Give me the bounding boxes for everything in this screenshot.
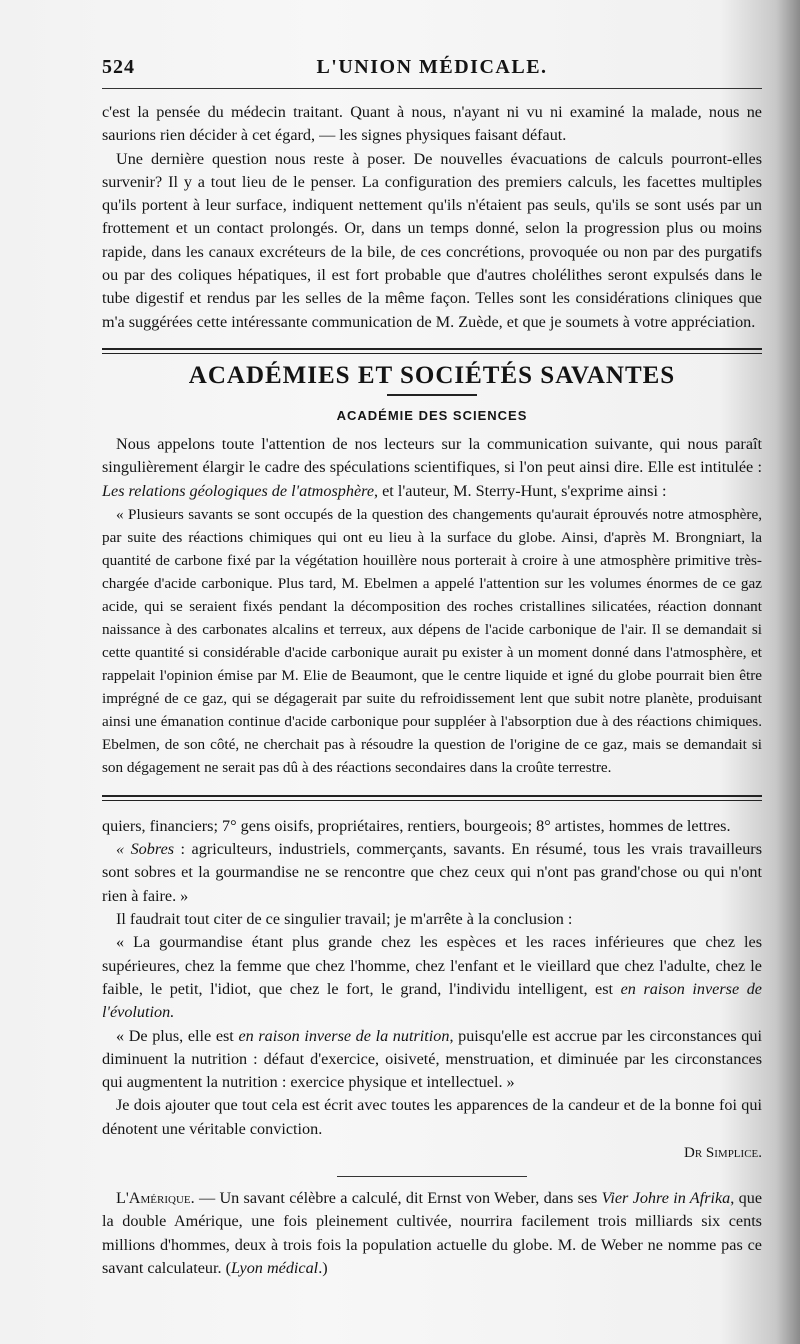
- page-header: [102, 48, 762, 86]
- paragraph-amerique: [102, 1187, 762, 1280]
- intro-text-end: , et l'auteur, M. Sterry-Hunt, s'exprime ainsi :: [374, 481, 667, 500]
- page-content: [102, 48, 762, 1280]
- header-rule: [102, 88, 762, 89]
- section-divider: [102, 348, 762, 354]
- journal-title: L'UNION MÉDICALE.: [316, 55, 548, 78]
- title-underline: [387, 394, 477, 396]
- gourmandise-italic: en raison inverse de l'évolution.: [102, 979, 762, 1022]
- nutrition-text-end: , puisqu'elle est accrue par les circonstances qui diminuent la nutrition : défaut d'exercice, oisiveté, menstruation, et diminuée par les circonstances qui augmentent la nutrition : exercice physique et intellectuel. »: [102, 1026, 762, 1092]
- paragraph-gourmandise: [102, 931, 762, 1024]
- intro-text: Nous appelons toute l'attention de nos lecteurs sur la communication suivante, qui nous paraît singulièrement élargir le cadre des spéculations scientifiques, si l'on peut ainsi dire. Elle est intitulée :: [102, 434, 762, 477]
- signature: Dr Simplice.: [683, 1145, 762, 1162]
- paragraph-nutrition: [102, 1025, 762, 1095]
- nutrition-italic: en raison inverse de la nutrition: [238, 1026, 450, 1045]
- amerique-lead: L'Amérique.: [116, 1189, 195, 1208]
- paragraph-continuation: c'est la pensée du médecin traitant. Quant à nous, n'ayant ni vu ni examiné la malade, nous ne saurions rien décider à cet égard, — les signes physiques faisant défaut.: [102, 103, 762, 145]
- subsection-title: ACADÉMIE DES SCIENCES: [336, 407, 528, 423]
- paragraph-quiers: quiers, financiers; 7° gens oisifs, propriétaires, rentiers, bourgeois; 8° artistes, hommes de lettres.: [102, 816, 731, 835]
- amerique-text: — Un savant célèbre a calculé, dit Ernst von Weber, dans ses: [194, 1189, 602, 1208]
- section-title: ACADÉMIES ET SOCIÉTÉS SAVANTES: [188, 361, 676, 389]
- source-closing: .): [318, 1258, 328, 1277]
- paragraph-conclusion-intro: Il faudrait tout citer de ce singulier travail; je m'arrête à la conclusion :: [116, 910, 573, 929]
- short-divider: [337, 1176, 527, 1177]
- intro-title: Les relations géologiques de l'atmosphère: [102, 481, 375, 500]
- academies-quote: « Plusieurs savants se sont occupés de la question des changements qu'aurait éprouvés notre atmosphère, par suite des réactions chimiques qui ont eu lieu à la surface du globe. Ainsi, d'après M. Brongniart, la quantité de carbone fixé par la végétation houillère nous porterait à croire à une atmosphère primitive très-chargée d'acide carbonique. Plus tard, M. Ebelmen a appelé l'attention sur les volumes énormes de ce gaz acide, qui se seraient fixés pendant la décomposition des roches cristallines silicatées, réaction donnant naissance à des carbonates alcalins et terreux, aux dépens de l'acide carbonique de l'air. Il se demandait si cette quantité si considérable d'acide carbonique aurait pu exister à un moment donné dans l'atmosphère, et rappelait l'opinion émise par M. Elie de Beaumont, que le centre liquide et igné du globe pourrait bien être imprégné de ce gaz, qui se dégagerait par suite du refroidissement lent que subit notre planète, produisant ainsi une émanation continue d'acide carbonique pour suppléer à l'absorption due à des réactions chimiques. Ebelmen, de son côté, ne cherchait pas à résoudre la question de l'origine de ce gaz, mais se demandait si son dégagement ne serait pas dû à des réactions secondaires dans la croûte terrestre.: [102, 505, 762, 776]
- sobres-label: « Sobres: [116, 840, 175, 859]
- paragraph-sobres: [102, 838, 762, 908]
- paragraph-candeur: Je dois ajouter que tout cela est écrit avec toutes les apparences de la candeur et de la bonne foi qui dénotent une véritable conviction.: [102, 1096, 762, 1138]
- amerique-text-end: , que la double Amérique, une fois pleinement cultivée, nourrira facilement trois milliards six cents millions d'hommes, deux à trois fois la population actuelle du globe. M. de Weber ne nomme pas ce savant calculateur. (: [102, 1189, 763, 1277]
- sobres-text: : agriculteurs, industriels, commerçants, savants. En résumé, tous les vrais travailleurs sont sobres et la gourmandise ne se rencontre que chez ceux qui n'ont pas grand'chose ou qui n'ont rien à faire. »: [102, 840, 762, 905]
- source-name: Lyon médical: [231, 1258, 319, 1277]
- section-divider-2: [102, 795, 762, 801]
- academies-intro: [102, 433, 762, 503]
- page-number: 524: [102, 55, 135, 78]
- book-title: Vier Johre in Afrika: [601, 1189, 731, 1208]
- paragraph-calculs: Une dernière question nous reste à poser. De nouvelles évacuations de calculs pourront-elles survenir? Il y a tout lieu de le penser. La configuration des premiers calculs, les facettes multiples qu'ils portent à leur surface, indiquent nettement qu'ils n'étaient pas seuls, qu'ils se sont usés par un frottement et un contact prolongés. Or, dans un temps donné, selon la progression plus ou moins rapide, dans les canaux excréteurs de la bile, de ces concrétions, provoquée ou non par des purgatifs ou par des coliques hépatiques, il est fort probable que d'autres cholélithes seront expulsés dans le tube digestif et rendus par les selles de la même façon. Telles sont les considérations cliniques que m'a suggérées cette intéressante communication de M. Zuède, et que je soumets à votre appréciation.: [102, 149, 762, 331]
- nutrition-text: « De plus, elle est: [116, 1026, 239, 1045]
- gourmandise-text: « La gourmandise étant plus grande chez les espèces et les races inférieures que chez les supérieures, chez la femme que chez l'homme, chez l'enfant et le vieillard que chez l'adulte, chez le faible, le petit, l'idiot, que chez le fort, le grand, l'individu intelligent, est: [102, 933, 762, 998]
